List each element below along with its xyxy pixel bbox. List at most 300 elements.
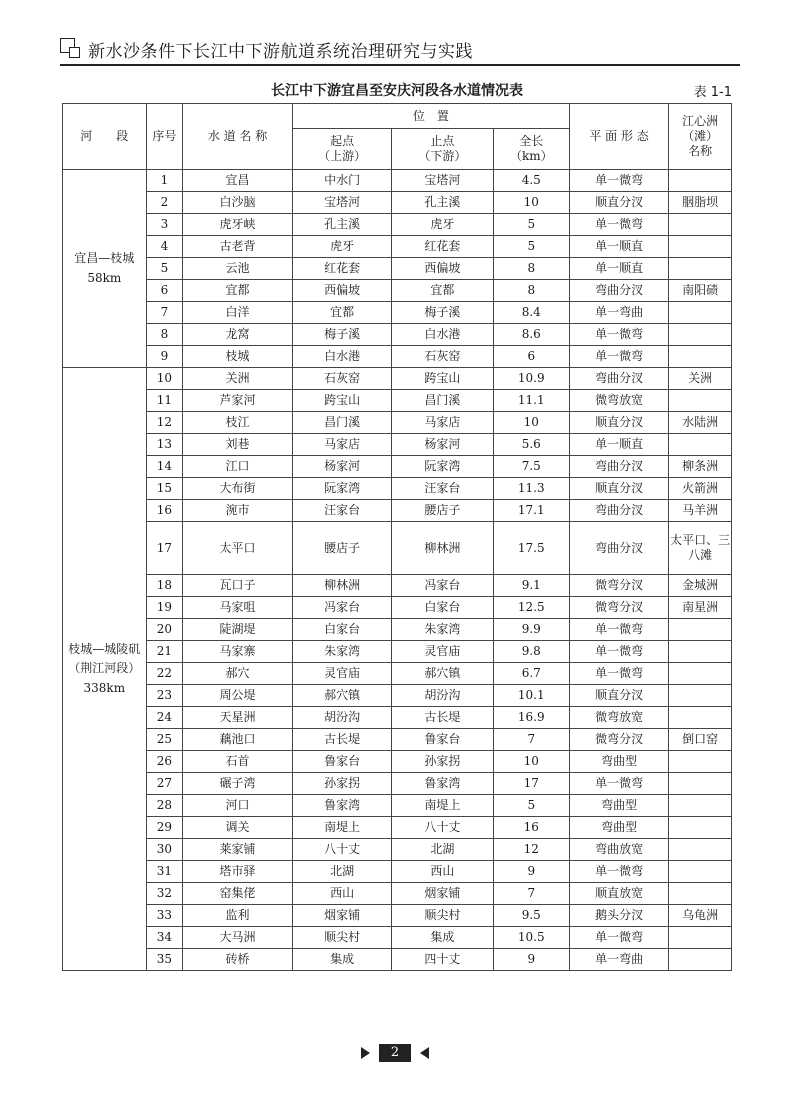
cell-start: 昌门溪 — [292, 412, 391, 434]
cell-name: 大马洲 — [183, 927, 293, 949]
cell-len: 10.5 — [493, 927, 569, 949]
cell-island — [669, 949, 732, 971]
cell-no: 20 — [146, 619, 183, 641]
cell-start: 白水港 — [292, 346, 391, 368]
cell-len: 7 — [493, 729, 569, 751]
table-row — [63, 280, 732, 302]
cell-len: 9.1 — [493, 575, 569, 597]
segment-name: 枝城—城陵矶 — [68, 642, 141, 657]
cell-shape: 弯曲分汊 — [569, 368, 668, 390]
table-row — [63, 729, 732, 751]
cell-no: 33 — [146, 905, 183, 927]
table-row — [63, 368, 732, 390]
table-row — [63, 927, 732, 949]
table-number: 表 1-1 — [693, 85, 732, 100]
cell-start: 西偏坡 — [292, 280, 391, 302]
cell-shape: 顺直分汊 — [569, 685, 668, 707]
cell-name: 古老背 — [183, 236, 293, 258]
cell-len: 5.6 — [493, 434, 569, 456]
page-number: 2 — [379, 1044, 411, 1062]
cell-start: 古长堤 — [292, 729, 391, 751]
cell-name: 刘巷 — [183, 434, 293, 456]
cell-shape: 微弯放宽 — [569, 707, 668, 729]
cell-start: 胡汾沟 — [292, 707, 391, 729]
cell-no: 35 — [146, 949, 183, 971]
cell-end: 宜都 — [392, 280, 493, 302]
cell-island — [669, 861, 732, 883]
cell-shape: 单一微弯 — [569, 861, 668, 883]
cell-no: 25 — [146, 729, 183, 751]
cell-end: 郝穴镇 — [392, 663, 493, 685]
cell-shape: 微弯分汊 — [569, 597, 668, 619]
table-row — [63, 500, 732, 522]
cell-start: 顺尖村 — [292, 927, 391, 949]
cell-island: 南星洲 — [669, 597, 732, 619]
cell-len: 17.5 — [493, 522, 569, 575]
cell-island: 火箭洲 — [669, 478, 732, 500]
waterway-table — [62, 103, 732, 971]
cell-no: 26 — [146, 751, 183, 773]
cell-start: 虎牙 — [292, 236, 391, 258]
cell-len: 8 — [493, 258, 569, 280]
cell-end: 红花套 — [392, 236, 493, 258]
cell-island — [669, 619, 732, 641]
cell-end: 鲁家湾 — [392, 773, 493, 795]
cell-end: 腰店子 — [392, 500, 493, 522]
table-row — [63, 817, 732, 839]
cell-start: 西山 — [292, 883, 391, 905]
cell-end: 阮家湾 — [392, 456, 493, 478]
col-end-l1: 止点 — [430, 134, 455, 148]
cell-start: 宝塔河 — [292, 192, 391, 214]
cell-len: 7 — [493, 883, 569, 905]
cell-island — [669, 346, 732, 368]
cell-start: 梅子溪 — [292, 324, 391, 346]
cell-start: 灵官庙 — [292, 663, 391, 685]
cell-island: 倒口窑 — [669, 729, 732, 751]
col-name: 水 道 名 称 — [183, 104, 293, 170]
cell-end: 烟家铺 — [392, 883, 493, 905]
col-length-l2: （km） — [509, 149, 553, 163]
segment-cell — [63, 368, 147, 971]
table-row — [63, 751, 732, 773]
table-row — [63, 663, 732, 685]
cell-no: 7 — [146, 302, 183, 324]
cell-island: 胭脂坝 — [669, 192, 732, 214]
cell-start: 集成 — [292, 949, 391, 971]
cell-end: 昌门溪 — [392, 390, 493, 412]
segment-name: 宜昌—枝城 — [74, 251, 135, 266]
cell-shape: 顺直分汊 — [569, 192, 668, 214]
cell-island — [669, 927, 732, 949]
cell-shape: 单一微弯 — [569, 663, 668, 685]
running-title: 新水沙条件下长江中下游航道系统治理研究与实践 — [88, 42, 473, 62]
table-row — [63, 597, 732, 619]
table-row — [63, 258, 732, 280]
cell-len: 12.5 — [493, 597, 569, 619]
cell-island: 柳条洲 — [669, 456, 732, 478]
segment-length: 58km — [87, 270, 122, 285]
cell-no: 5 — [146, 258, 183, 280]
col-island-l2: （滩） — [682, 129, 719, 143]
segment-cell — [63, 170, 147, 368]
cell-island — [669, 258, 732, 280]
table-row — [63, 302, 732, 324]
col-start-l2: （上游） — [318, 149, 367, 163]
cell-shape: 弯曲放宽 — [569, 839, 668, 861]
col-seq: 序号 — [146, 104, 183, 170]
col-shape: 平 面 形 态 — [569, 104, 668, 170]
cell-island — [669, 302, 732, 324]
cell-start: 红花套 — [292, 258, 391, 280]
cell-name: 枝城 — [183, 346, 293, 368]
cell-end: 鲁家台 — [392, 729, 493, 751]
cell-name: 陡湖堤 — [183, 619, 293, 641]
cell-shape: 单一微弯 — [569, 619, 668, 641]
cell-name: 塔市驿 — [183, 861, 293, 883]
segment-length: 338km — [83, 680, 126, 695]
cell-end: 宝塔河 — [392, 170, 493, 192]
table-row — [63, 905, 732, 927]
cell-shape: 弯曲型 — [569, 751, 668, 773]
cell-shape: 单一弯曲 — [569, 302, 668, 324]
cell-len: 5 — [493, 236, 569, 258]
cell-name: 太平口 — [183, 522, 293, 575]
cell-start: 柳林洲 — [292, 575, 391, 597]
table-row — [63, 412, 732, 434]
cell-start: 杨家河 — [292, 456, 391, 478]
cell-name: 窑集佬 — [183, 883, 293, 905]
cell-end: 孙家拐 — [392, 751, 493, 773]
cell-no: 4 — [146, 236, 183, 258]
cell-island — [669, 883, 732, 905]
col-island-l1: 江心洲 — [682, 114, 719, 128]
cell-end: 胡汾沟 — [392, 685, 493, 707]
cell-no: 6 — [146, 280, 183, 302]
cell-island — [669, 663, 732, 685]
cell-name: 宜都 — [183, 280, 293, 302]
cell-no: 24 — [146, 707, 183, 729]
cell-start: 汪家台 — [292, 500, 391, 522]
cell-start: 孙家拐 — [292, 773, 391, 795]
cell-end: 孔主溪 — [392, 192, 493, 214]
cell-len: 7.5 — [493, 456, 569, 478]
col-island — [669, 104, 732, 170]
cell-start: 马家店 — [292, 434, 391, 456]
cell-len: 17 — [493, 773, 569, 795]
cell-no: 21 — [146, 641, 183, 663]
cell-start: 阮家湾 — [292, 478, 391, 500]
cell-name: 龙窝 — [183, 324, 293, 346]
cell-name: 碾子湾 — [183, 773, 293, 795]
cell-island — [669, 707, 732, 729]
cell-island — [669, 641, 732, 663]
cell-end: 南堤上 — [392, 795, 493, 817]
cell-island — [669, 773, 732, 795]
cell-start: 鲁家台 — [292, 751, 391, 773]
col-start — [292, 129, 391, 170]
cell-shape: 单一微弯 — [569, 773, 668, 795]
cell-island — [669, 434, 732, 456]
cell-end: 西偏坡 — [392, 258, 493, 280]
cell-len: 10.1 — [493, 685, 569, 707]
cell-name: 瓦口子 — [183, 575, 293, 597]
cell-end: 北湖 — [392, 839, 493, 861]
col-end — [392, 129, 493, 170]
cell-no: 1 — [146, 170, 183, 192]
cell-no: 27 — [146, 773, 183, 795]
cell-end: 白家台 — [392, 597, 493, 619]
cell-island — [669, 685, 732, 707]
cell-no: 12 — [146, 412, 183, 434]
cell-end: 冯家台 — [392, 575, 493, 597]
table-row — [63, 236, 732, 258]
cell-no: 14 — [146, 456, 183, 478]
page-arrow-right-icon — [361, 1047, 370, 1059]
table-body — [63, 170, 732, 971]
cell-no: 31 — [146, 861, 183, 883]
cell-no: 22 — [146, 663, 183, 685]
cell-end: 杨家河 — [392, 434, 493, 456]
cell-len: 17.1 — [493, 500, 569, 522]
table-row — [63, 861, 732, 883]
table-row — [63, 170, 732, 192]
table-row — [63, 390, 732, 412]
page-number-box — [361, 1044, 429, 1062]
cell-end: 汪家台 — [392, 478, 493, 500]
cell-shape: 弯曲分汊 — [569, 280, 668, 302]
cell-no: 16 — [146, 500, 183, 522]
cell-name: 关洲 — [183, 368, 293, 390]
cell-shape: 顺直分汊 — [569, 412, 668, 434]
cell-end: 石灰窑 — [392, 346, 493, 368]
cell-len: 6 — [493, 346, 569, 368]
cell-start: 南堤上 — [292, 817, 391, 839]
cell-island — [669, 390, 732, 412]
page-footer — [0, 1041, 790, 1063]
cell-no: 17 — [146, 522, 183, 575]
cell-name: 砖桥 — [183, 949, 293, 971]
cell-shape: 单一微弯 — [569, 927, 668, 949]
cell-end: 柳林洲 — [392, 522, 493, 575]
cell-island — [669, 839, 732, 861]
cell-no: 11 — [146, 390, 183, 412]
running-header — [60, 34, 740, 66]
cell-no: 19 — [146, 597, 183, 619]
cell-name: 周公堤 — [183, 685, 293, 707]
cell-end: 顺尖村 — [392, 905, 493, 927]
cell-no: 32 — [146, 883, 183, 905]
cell-shape: 单一顺直 — [569, 434, 668, 456]
cell-start: 烟家铺 — [292, 905, 391, 927]
col-length-l1: 全长 — [519, 134, 544, 148]
cell-island — [669, 817, 732, 839]
cell-len: 9 — [493, 861, 569, 883]
cell-len: 8.4 — [493, 302, 569, 324]
cell-len: 16.9 — [493, 707, 569, 729]
cell-island: 水陆洲 — [669, 412, 732, 434]
cell-len: 9 — [493, 949, 569, 971]
cell-no: 23 — [146, 685, 183, 707]
cell-name: 大布街 — [183, 478, 293, 500]
cell-shape: 单一微弯 — [569, 346, 668, 368]
table-row — [63, 795, 732, 817]
cell-len: 10.9 — [493, 368, 569, 390]
cell-name: 枝江 — [183, 412, 293, 434]
cell-no: 28 — [146, 795, 183, 817]
cell-len: 8.6 — [493, 324, 569, 346]
cell-len: 5 — [493, 214, 569, 236]
cell-len: 9.5 — [493, 905, 569, 927]
cell-shape: 弯曲分汊 — [569, 500, 668, 522]
col-island-l3: 名称 — [688, 144, 713, 158]
col-length — [493, 129, 569, 170]
cell-shape: 顺直放宽 — [569, 883, 668, 905]
cell-shape: 单一微弯 — [569, 170, 668, 192]
cell-end: 朱家湾 — [392, 619, 493, 641]
cell-start: 中水门 — [292, 170, 391, 192]
cell-no: 30 — [146, 839, 183, 861]
cell-island: 金城洲 — [669, 575, 732, 597]
table-row — [63, 839, 732, 861]
cell-len: 12 — [493, 839, 569, 861]
cell-end: 梅子溪 — [392, 302, 493, 324]
cell-no: 18 — [146, 575, 183, 597]
cell-len: 11.3 — [493, 478, 569, 500]
cell-start: 鲁家湾 — [292, 795, 391, 817]
cell-start: 腰店子 — [292, 522, 391, 575]
cell-start: 北湖 — [292, 861, 391, 883]
cell-start: 白家台 — [292, 619, 391, 641]
cell-len: 10 — [493, 192, 569, 214]
cell-island: 乌龟洲 — [669, 905, 732, 927]
cell-name: 莱家铺 — [183, 839, 293, 861]
cell-len: 8 — [493, 280, 569, 302]
cell-len: 9.8 — [493, 641, 569, 663]
cell-name: 芦家河 — [183, 390, 293, 412]
col-segment: 河 段 — [63, 104, 147, 170]
cell-shape: 单一顺直 — [569, 236, 668, 258]
cell-shape: 弯曲分汊 — [569, 456, 668, 478]
cell-shape: 微弯分汊 — [569, 729, 668, 751]
cell-end: 白水港 — [392, 324, 493, 346]
cell-start: 冯家台 — [292, 597, 391, 619]
cell-len: 4.5 — [493, 170, 569, 192]
cell-name: 白沙脑 — [183, 192, 293, 214]
cell-name: 虎牙峡 — [183, 214, 293, 236]
table-row — [63, 575, 732, 597]
cell-no: 13 — [146, 434, 183, 456]
cell-name: 马家寨 — [183, 641, 293, 663]
cell-shape: 单一顺直 — [569, 258, 668, 280]
table-row — [63, 773, 732, 795]
cell-shape: 微弯分汊 — [569, 575, 668, 597]
table-row — [63, 456, 732, 478]
cell-name: 河口 — [183, 795, 293, 817]
cell-island — [669, 324, 732, 346]
table-row — [63, 619, 732, 641]
table-row — [63, 641, 732, 663]
cell-shape: 鹅头分汊 — [569, 905, 668, 927]
table-title: 长江中下游宜昌至安庆河段各水道情况表 — [271, 83, 523, 99]
cell-island: 太平口、三八滩 — [669, 522, 732, 575]
cell-name: 宜昌 — [183, 170, 293, 192]
cell-start: 跨宝山 — [292, 390, 391, 412]
table-row — [63, 522, 732, 575]
cell-len: 11.1 — [493, 390, 569, 412]
table-row — [63, 192, 732, 214]
table-caption — [62, 80, 732, 102]
table-row — [63, 685, 732, 707]
cell-end: 古长堤 — [392, 707, 493, 729]
cell-shape: 微弯放宽 — [569, 390, 668, 412]
table-row — [63, 707, 732, 729]
cell-no: 29 — [146, 817, 183, 839]
cell-no: 15 — [146, 478, 183, 500]
cell-no: 2 — [146, 192, 183, 214]
cell-len: 5 — [493, 795, 569, 817]
cell-island: 马羊洲 — [669, 500, 732, 522]
cell-name: 白洋 — [183, 302, 293, 324]
cell-start: 八十丈 — [292, 839, 391, 861]
table-row — [63, 949, 732, 971]
cell-name: 郝穴 — [183, 663, 293, 685]
cell-island — [669, 751, 732, 773]
cell-shape: 单一微弯 — [569, 641, 668, 663]
page-arrow-left-icon — [420, 1047, 429, 1059]
cell-shape: 单一弯曲 — [569, 949, 668, 971]
cell-end: 八十丈 — [392, 817, 493, 839]
cell-name: 马家咀 — [183, 597, 293, 619]
cell-end: 马家店 — [392, 412, 493, 434]
cell-name: 天星洲 — [183, 707, 293, 729]
cell-name: 监利 — [183, 905, 293, 927]
cell-end: 集成 — [392, 927, 493, 949]
cell-island — [669, 214, 732, 236]
col-start-l1: 起点 — [330, 134, 355, 148]
cell-start: 郝穴镇 — [292, 685, 391, 707]
segment-name2: （荆江河段） — [68, 661, 141, 676]
cell-start: 孔主溪 — [292, 214, 391, 236]
cell-island: 关洲 — [669, 368, 732, 390]
cell-no: 10 — [146, 368, 183, 390]
cell-end: 四十丈 — [392, 949, 493, 971]
table-row — [63, 478, 732, 500]
cell-name: 石首 — [183, 751, 293, 773]
cell-end: 虎牙 — [392, 214, 493, 236]
header-squares-icon — [60, 38, 80, 58]
cell-len: 9.9 — [493, 619, 569, 641]
cell-name: 江口 — [183, 456, 293, 478]
cell-name: 涴市 — [183, 500, 293, 522]
cell-end: 灵官庙 — [392, 641, 493, 663]
cell-name: 藕池口 — [183, 729, 293, 751]
cell-len: 6.7 — [493, 663, 569, 685]
cell-start: 宜都 — [292, 302, 391, 324]
cell-shape: 弯曲型 — [569, 817, 668, 839]
cell-no: 3 — [146, 214, 183, 236]
cell-end: 跨宝山 — [392, 368, 493, 390]
table-row — [63, 324, 732, 346]
cell-shape: 顺直分汊 — [569, 478, 668, 500]
cell-no: 34 — [146, 927, 183, 949]
cell-start: 朱家湾 — [292, 641, 391, 663]
cell-no: 9 — [146, 346, 183, 368]
cell-end: 西山 — [392, 861, 493, 883]
cell-no: 8 — [146, 324, 183, 346]
col-end-l2: （下游） — [418, 149, 467, 163]
cell-name: 云池 — [183, 258, 293, 280]
